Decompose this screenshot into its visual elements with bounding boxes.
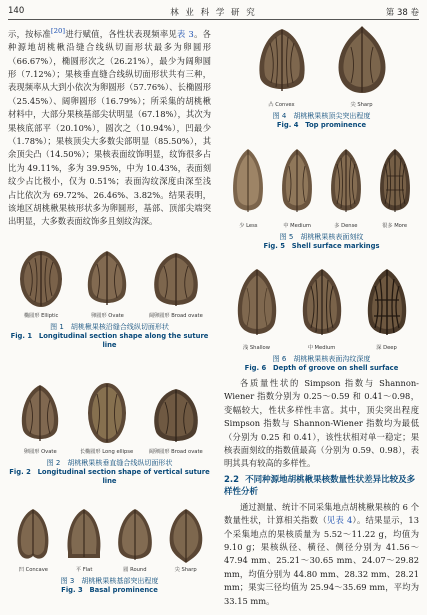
- figure-5-caption-zh: 图 5 胡桃楸果核表面刻纹: [279, 233, 364, 241]
- table-4-link[interactable]: 见表 4: [326, 515, 353, 526]
- figure-4: [224, 25, 419, 130]
- figure-6-caption-en: Fig. 6 Depth of groove on shell surface: [244, 364, 399, 372]
- figure-3-caption-zh: 图 3 胡桃楸果核基部突出程度: [60, 577, 159, 585]
- photo-round: [113, 506, 157, 573]
- photo-dense: [325, 146, 367, 229]
- figure-6-photos: [224, 266, 419, 351]
- walnut-shell-image: [361, 266, 413, 342]
- table-3-link[interactable]: 表 3: [177, 28, 194, 39]
- walnut-shell-image: [227, 146, 269, 220]
- photo-sharp: [333, 25, 391, 108]
- walnut-shell-image: [82, 380, 132, 446]
- photo-label: 少 Less: [239, 223, 258, 229]
- figure-2-caption-zh: 图 2 胡桃楸果核垂直缝合线纵切面形状: [46, 459, 173, 467]
- page-header: [8, 4, 419, 20]
- photo-convex: [253, 25, 311, 108]
- walnut-shell-image: [148, 248, 204, 310]
- paragraph-shape-frequencies: 示，按标准[20]进行赋值，各性状表现频率见表 3。各种源地胡桃楸沿缝合线纵切面形状最多为卵圆形（66.67%），椭圆形次之（26.21%），最少为阔卵圆形（7.12%）；果核垂直缝合线纵切面形状共有三种，表现频率从大到小依次为卵圆形（57.76%）、长椭圆形（25.45%）、阔卵圆形（16.79%）；所采集的胡桃楸材料中，大部分果核基部尖状明显（67.18%），其次为果核底部平（20.10%），圆次之（10.94%），凹最少（1.78%）；果核顶尖大多数尖部明显（85.50%），其余顶尖凸（14.50%）；果核表面纹饰明显，纹饰很多占比为 49.11%，多为 39.95%，中为 10.43%，表面刻纹少占比极小，仅为 0.51%；表面沟纹深度由深至浅占比依次为 69.72%、26.46%、3.82%。结果表明，该地区胡桃楸果核形状多为卵圆形，基部、顶部尖端突出明显，大多数表面纹饰多且刻纹沟深。: [8, 27, 211, 227]
- photo-label: 中 Medium: [283, 223, 311, 229]
- right-text-column: [224, 377, 419, 608]
- photo-label: 阔卵圆形 Broad ovate: [148, 449, 203, 455]
- photo-ovate: [81, 248, 133, 319]
- walnut-shell-image: [276, 146, 318, 220]
- photo-more: [374, 146, 416, 229]
- walnut-shell-image: [81, 248, 133, 310]
- figure-3-caption-en: Fig. 3 Basal prominence: [61, 586, 158, 594]
- photo-label: 阔卵圆形 Broad ovate: [148, 313, 203, 319]
- walnut-shell-image: [148, 384, 204, 446]
- figure-6: [224, 266, 419, 373]
- walnut-shell-image: [113, 506, 157, 564]
- photo-label: 浅 Shallow: [243, 345, 270, 351]
- walnut-shell-image: [231, 266, 283, 342]
- walnut-shell-image: [374, 146, 416, 220]
- paragraph-quantitative-traits: 通过测量、统计不同采集地点胡桃楸果核的 6 个数量性状，计算相关指数（见表 4）。结果显示，13 个采集地点的果核质量为 5.52～11.22 g，均值为 9.10 g；果核纵径、横径、侧径分别为 41.56～47.94 mm、25.21～30.65 mm、24.07～29.82 mm，均值分别为 44.80 mm、28.32 mm、28.21 mm；果实三径均值为 25.94～35.69 mm，平均为 33.15 mm。: [224, 501, 419, 606]
- section-number: 2.2: [224, 474, 240, 485]
- header-divider: [8, 19, 419, 20]
- photo-ovate: [15, 382, 65, 455]
- photo-label: 尖 Sharp: [350, 102, 373, 108]
- figure-2-caption-en: Fig. 2 Longitudinal section shape of vertical suture line: [9, 468, 210, 485]
- paragraph-diversity-indices: 各质量性状的 Simpson 指数与 Shannon-Wiener 指数分别为 0.25～0.59 和 0.41～0.98，变幅较大，性状多样性丰富。其中，顶尖突出程度 Simpson 指数与 Shannon-Wiener 指数均为最低（分别为 0.25 和 0.41），该性状相对单一稳定；果核表面刻纹的指数值最高（分别为 0.59、0.98），表明其具有较高的多样性。: [224, 378, 419, 469]
- photo-deep: [361, 266, 413, 351]
- photo-broad-ovate: [148, 384, 204, 455]
- figure-5-caption-en: Fig. 5 Shell surface markings: [263, 242, 380, 250]
- photo-label: 尖 Sharp: [174, 567, 197, 573]
- section-title: 不同种源地胡桃楸果核数量性状差异比较及多样性分析: [224, 474, 416, 498]
- figure-1-photos: [8, 248, 211, 319]
- figure-5: [224, 146, 419, 251]
- figure-4-caption-zh: 图 4 胡桃楸果核顶尖突出程度: [272, 112, 371, 120]
- figure-1: [8, 248, 211, 350]
- photo-less: [227, 146, 269, 229]
- photo-label: 深 Deep: [376, 345, 397, 351]
- photo-label: 凹 Concave: [18, 567, 48, 573]
- left-text-column: [8, 25, 211, 229]
- photo-label: 卵圆形 Ovate: [91, 313, 124, 319]
- walnut-shell-image: [325, 146, 367, 220]
- photo-label: 很多 More: [382, 223, 408, 229]
- photo-medium: [276, 146, 318, 229]
- figure-1-caption-zh: 图 1 胡桃楸果核沿缝合线纵切面形状: [50, 323, 169, 331]
- walnut-shell-image: [164, 506, 208, 564]
- figure-2: [8, 380, 211, 486]
- photo-broad-ovate: [148, 248, 204, 319]
- photo-label: 凸 Convex: [268, 102, 295, 108]
- figure-4-photos: [224, 25, 419, 108]
- walnut-shell-image: [11, 506, 55, 564]
- journal-title: 林 业 科 学 研 究: [170, 8, 257, 18]
- figure-3: [8, 506, 211, 595]
- photo-medium: [296, 266, 348, 351]
- figure-6-caption-zh: 图 6 胡桃楸果核表面沟纹深度: [272, 355, 371, 363]
- photo-label: 中 Medium: [307, 345, 336, 351]
- walnut-shell-image: [253, 25, 311, 99]
- walnut-shell-image: [15, 248, 67, 310]
- photo-label: 椭圆形 Elliptic: [23, 313, 59, 319]
- photo-flat: [62, 506, 106, 573]
- photo-label: 卵圆形 Ovate: [23, 449, 57, 455]
- photo-concave: [11, 506, 55, 573]
- photo-label: 平 Flat: [75, 567, 93, 573]
- photo-label: 长椭圆形 Long ellipse: [79, 449, 134, 455]
- figure-2-photos: [8, 380, 211, 455]
- walnut-shell-image: [62, 506, 106, 564]
- walnut-shell-image: [333, 25, 391, 99]
- figure-1-caption-en: Fig. 1 Longitudinal section shape along the suture line: [10, 332, 209, 349]
- photo-label: 圆 Round: [123, 567, 147, 573]
- section-heading-2-2: [224, 474, 419, 499]
- photo-long-ellipse: [80, 380, 133, 455]
- page-number: 140: [8, 6, 25, 16]
- walnut-shell-image: [15, 382, 65, 446]
- volume-label: 第 38 卷: [385, 8, 419, 18]
- figure-4-caption-en: Fig. 4 Top prominence: [276, 121, 367, 129]
- figure-3-photos: [8, 506, 211, 573]
- figure-5-photos: [224, 146, 419, 229]
- reference-link[interactable]: [20]: [50, 27, 66, 35]
- photo-shallow: [231, 266, 283, 351]
- walnut-shell-image: [296, 266, 348, 342]
- photo-label: 多 Dense: [334, 223, 358, 229]
- photo-elliptic: [15, 248, 67, 319]
- photo-sharp: [164, 506, 208, 573]
